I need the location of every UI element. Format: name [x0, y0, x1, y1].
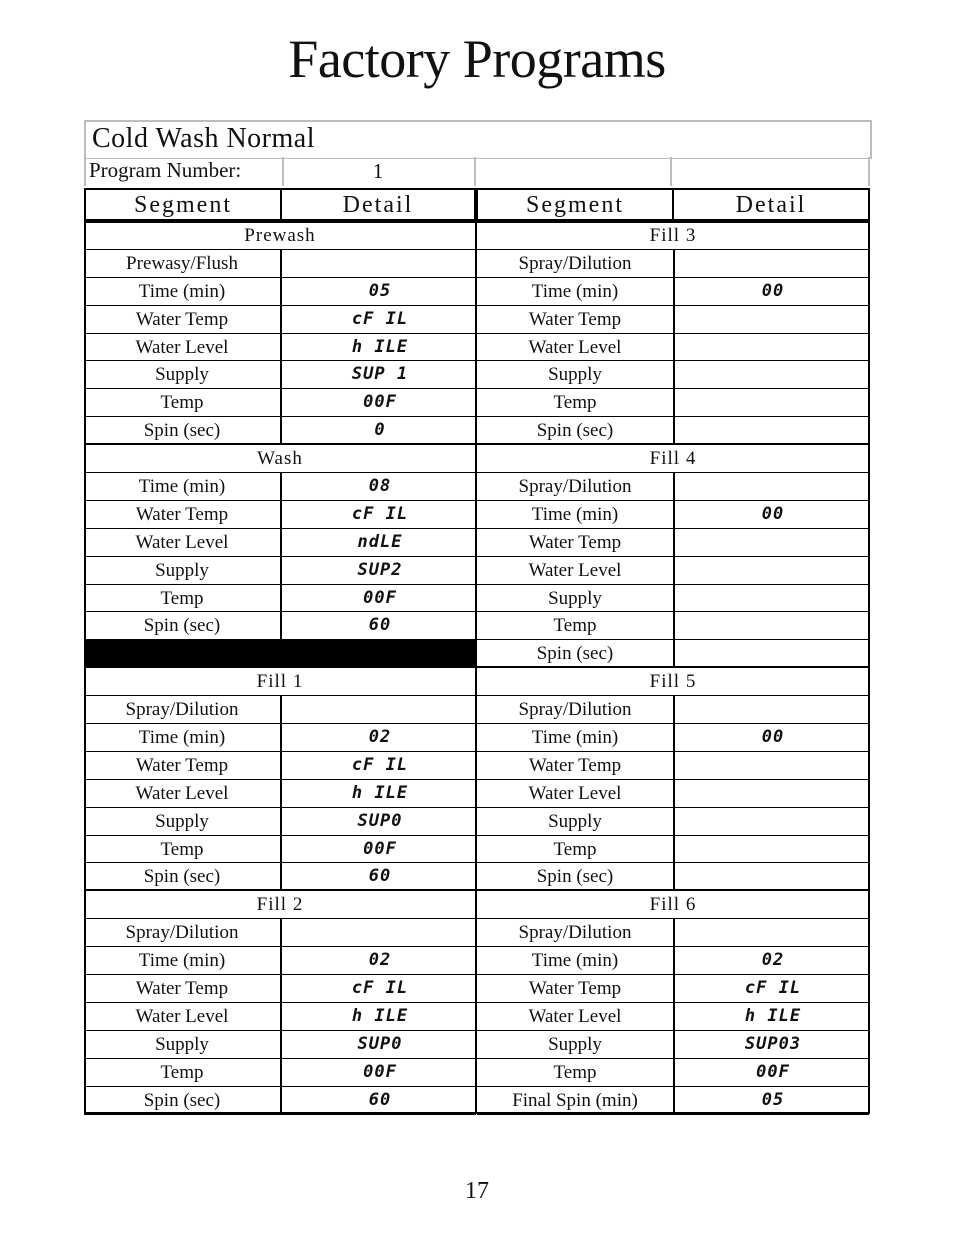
- parameter-label: Supply: [155, 559, 209, 581]
- parameter-value: [673, 752, 871, 779]
- parameter-label: Spray/Dilution: [518, 476, 632, 498]
- parameter-label: Temp: [160, 1061, 204, 1083]
- table-row: [477, 1087, 869, 1115]
- right-column: [477, 222, 869, 1115]
- table-row: [477, 836, 869, 864]
- parameter-label: Spray/Dilution: [518, 252, 632, 274]
- parameter-label: Spin (sec): [536, 866, 614, 888]
- table-row: [477, 780, 869, 808]
- parameter-label: Time (min): [531, 727, 619, 749]
- table-row: [84, 557, 476, 585]
- table-row: [84, 1003, 476, 1031]
- table-row: [84, 334, 476, 362]
- parameter-value: ndLE: [280, 529, 478, 556]
- table-row: [84, 975, 476, 1003]
- parameter-label: Spray/Dilution: [125, 922, 239, 944]
- parameter-label: Time (min): [531, 950, 619, 972]
- parameter-label: Spray/Dilution: [518, 699, 632, 721]
- parameter-label: Time (min): [138, 476, 226, 498]
- parameter-value: cF IL: [280, 501, 478, 528]
- table-row: [477, 975, 869, 1003]
- table-row: [477, 557, 869, 585]
- parameter-label: Supply: [155, 810, 209, 832]
- parameter-label: Supply: [548, 1033, 602, 1055]
- parameter-label: Water Level: [528, 336, 622, 358]
- cell-divider: [476, 157, 672, 186]
- parameter-label: Time (min): [138, 950, 226, 972]
- parameter-value: 00F: [280, 585, 478, 612]
- table-row: [477, 250, 869, 278]
- parameter-value: cF IL: [673, 975, 871, 1002]
- parameter-label: Temp: [160, 392, 204, 414]
- table-row: [84, 863, 476, 891]
- parameter-label: Spray/Dilution: [518, 922, 632, 944]
- table-row: [477, 417, 869, 445]
- table-row: [477, 752, 869, 780]
- page-number: 17: [465, 1178, 489, 1204]
- program-number-label: Program Number:: [89, 158, 242, 182]
- parameter-value: 05: [280, 278, 478, 305]
- parameter-value: [673, 696, 871, 723]
- header-segment-left: Segment: [84, 188, 282, 221]
- parameter-value: [673, 389, 871, 416]
- parameter-value: 60: [280, 612, 478, 639]
- parameter-value: cF IL: [280, 975, 478, 1002]
- table-row: [477, 585, 869, 613]
- parameter-value: 00: [673, 501, 871, 528]
- program-number-value: 1: [372, 159, 384, 183]
- table-row: [477, 473, 869, 501]
- header-segment-right: Segment: [476, 188, 674, 221]
- parameter-value: [673, 919, 871, 946]
- parameter-value: 02: [673, 947, 871, 974]
- parameter-value: [673, 473, 871, 500]
- table-row: [84, 278, 476, 306]
- parameter-value: [673, 612, 871, 639]
- table-row: [477, 724, 869, 752]
- segment-header: Wash: [84, 445, 476, 473]
- program-sheet: [84, 120, 870, 1114]
- parameter-label: Supply: [548, 364, 602, 386]
- parameter-value: SUP 1: [280, 361, 478, 388]
- header-detail-right: Detail: [672, 188, 870, 221]
- parameter-value: [673, 836, 871, 863]
- parameter-label: Water Temp: [135, 754, 229, 776]
- parameter-value: [280, 250, 478, 277]
- table-row: [84, 417, 476, 445]
- parameter-label: Spin (sec): [143, 615, 221, 637]
- parameter-label: Water Temp: [528, 754, 622, 776]
- parameter-value: 00F: [280, 1059, 478, 1086]
- parameter-value: 00F: [280, 389, 478, 416]
- segment-header: Fill 1: [84, 668, 476, 696]
- parameter-value: [673, 780, 871, 807]
- table-row: [477, 361, 869, 389]
- table-row: [477, 334, 869, 362]
- table-row: [84, 947, 476, 975]
- parameter-value: [673, 863, 871, 889]
- parameter-label: Time (min): [531, 503, 619, 525]
- parameter-value: 60: [280, 1087, 478, 1114]
- parameter-label: Water Level: [135, 1005, 229, 1027]
- parameter-value: SUP0: [280, 1031, 478, 1058]
- parameter-label: Temp: [553, 1061, 597, 1083]
- segment-header: Fill 2: [84, 891, 476, 919]
- parameter-value: cF IL: [280, 306, 478, 333]
- parameter-value: [673, 334, 871, 361]
- parameter-label: Spin (sec): [143, 866, 221, 888]
- parameter-label: Supply: [155, 364, 209, 386]
- left-column: [84, 222, 476, 1115]
- parameter-label: Water Temp: [528, 978, 622, 1000]
- table-row: [84, 780, 476, 808]
- parameter-label: Supply: [155, 1033, 209, 1055]
- parameter-value: 02: [280, 947, 478, 974]
- table-row: [84, 1031, 476, 1059]
- table-row: [84, 1059, 476, 1087]
- parameter-label: Water Temp: [528, 308, 622, 330]
- parameter-value: [673, 361, 871, 388]
- parameter-value: h ILE: [280, 780, 478, 807]
- parameter-value: SUP2: [280, 557, 478, 584]
- cell-divider: [672, 157, 870, 186]
- parameter-label: Water Level: [528, 1005, 622, 1027]
- parameter-label: Temp: [553, 392, 597, 414]
- table-row: [477, 306, 869, 334]
- parameter-label: Final Spin (min): [512, 1089, 638, 1111]
- table-row: [84, 389, 476, 417]
- program-number-row: [84, 157, 870, 187]
- parameter-label: Temp: [160, 838, 204, 860]
- parameter-value: h ILE: [280, 334, 478, 361]
- parameter-label: Time (min): [138, 727, 226, 749]
- parameter-label: Water Level: [528, 782, 622, 804]
- table-row: [477, 1031, 869, 1059]
- table-row: [477, 278, 869, 306]
- table-row: [477, 696, 869, 724]
- table-row: [84, 808, 476, 836]
- table-row: [84, 501, 476, 529]
- table-row: [477, 919, 869, 947]
- parameter-label: Temp: [553, 838, 597, 860]
- parameter-value: 08: [280, 473, 478, 500]
- parameter-value: [280, 696, 478, 723]
- parameter-value: [673, 306, 871, 333]
- table-row: [84, 250, 476, 278]
- table-row: [477, 389, 869, 417]
- segment-header: Fill 6: [477, 891, 869, 919]
- parameter-value: cF IL: [280, 752, 478, 779]
- parameter-label: Prewasy/Flush: [126, 252, 238, 274]
- parameter-value: 02: [280, 724, 478, 751]
- parameter-label: Temp: [160, 587, 204, 609]
- parameter-label: Water Level: [528, 559, 622, 581]
- table-row: [84, 612, 476, 640]
- parameter-value: [280, 919, 478, 946]
- table-row: [477, 1059, 869, 1087]
- table-row: [477, 612, 869, 640]
- parameter-value: SUP03: [673, 1031, 871, 1058]
- parameter-value: 00: [673, 278, 871, 305]
- segment-header: Prewash: [84, 222, 476, 250]
- parameter-value: 60: [280, 863, 478, 889]
- parameter-label: Water Temp: [135, 503, 229, 525]
- table-row: [477, 640, 869, 668]
- parameter-value: [673, 557, 871, 584]
- parameter-label: Supply: [548, 810, 602, 832]
- table-row: [477, 529, 869, 557]
- parameter-label: Spin (sec): [143, 420, 221, 442]
- parameter-label: Water Level: [135, 782, 229, 804]
- table-row: [84, 696, 476, 724]
- parameter-label: Water Level: [135, 531, 229, 553]
- table-row: [84, 585, 476, 613]
- table-row: [84, 836, 476, 864]
- segment-header: Fill 5: [477, 668, 869, 696]
- table-row: [477, 947, 869, 975]
- segment-header: Fill 4: [477, 445, 869, 473]
- parameter-value: [673, 808, 871, 835]
- parameter-label: Spray/Dilution: [125, 699, 239, 721]
- table-row: [84, 473, 476, 501]
- parameter-value: 00: [673, 724, 871, 751]
- table-row: [477, 1003, 869, 1031]
- parameter-label: Spin (sec): [536, 420, 614, 442]
- parameter-value: 00F: [673, 1059, 871, 1086]
- table-row: [477, 501, 869, 529]
- parameter-label: Water Temp: [135, 308, 229, 330]
- table-row: [84, 361, 476, 389]
- parameter-label: Water Temp: [135, 978, 229, 1000]
- parameter-value: h ILE: [673, 1003, 871, 1030]
- header-detail-left: Detail: [280, 188, 476, 221]
- parameter-value: [673, 417, 871, 443]
- parameter-value: 00F: [280, 836, 478, 863]
- table-row: [84, 752, 476, 780]
- parameter-label: Temp: [553, 615, 597, 637]
- program-name-bar: [84, 120, 872, 159]
- parameter-label: Water Level: [135, 336, 229, 358]
- parameter-value: [673, 529, 871, 556]
- parameter-value: h ILE: [280, 1003, 478, 1030]
- table-row: [84, 306, 476, 334]
- parameter-value: [673, 585, 871, 612]
- parameter-value: [673, 640, 871, 666]
- parameter-label: Water Temp: [528, 531, 622, 553]
- parameter-value: 05: [673, 1087, 871, 1114]
- parameter-label: Time (min): [531, 280, 619, 302]
- parameter-value: 0: [280, 417, 478, 443]
- parameter-value: [673, 250, 871, 277]
- parameter-label: Spin (sec): [143, 1089, 221, 1111]
- table-row: [477, 808, 869, 836]
- blackout-bar: [84, 640, 476, 668]
- table-row: [477, 863, 869, 891]
- parameter-label: Time (min): [138, 280, 226, 302]
- program-name: Cold Wash Normal: [92, 123, 315, 154]
- parameter-label: Spin (sec): [536, 643, 614, 665]
- table-row: [84, 529, 476, 557]
- table-row: [84, 1087, 476, 1115]
- table-row: [84, 919, 476, 947]
- table-row: [84, 724, 476, 752]
- parameter-value: SUP0: [280, 808, 478, 835]
- parameter-label: Supply: [548, 587, 602, 609]
- page-title: Factory Programs: [288, 29, 666, 89]
- segment-header: Fill 3: [477, 222, 869, 250]
